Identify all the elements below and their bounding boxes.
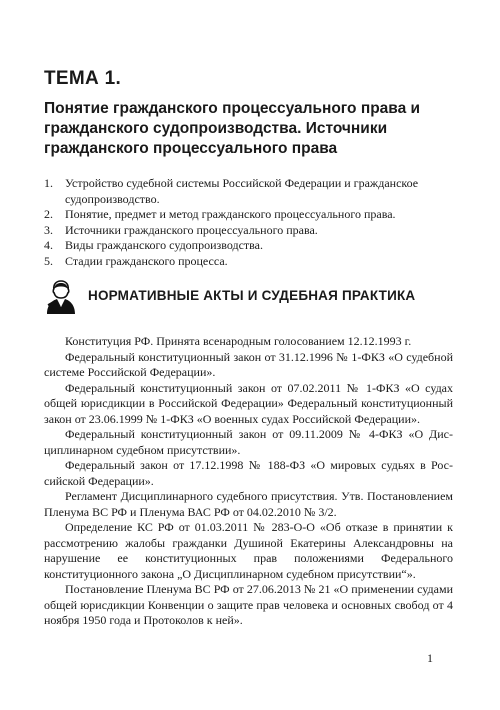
topic-text: Источники гражданского процессуального права. <box>65 222 318 237</box>
topic-item <box>44 207 464 223</box>
page-number: 1 <box>427 651 433 665</box>
section-title: НОРМАТИВНЫЕ АКТЫ И СУДЕБНАЯ ПРАКТИКА <box>88 288 416 303</box>
topic-text: Понятие, предмет и метод гражданского процессуального права. <box>65 207 396 221</box>
topic-item <box>44 176 464 207</box>
legal-act-item: Федеральный конституционный закон от 09.11.2009 № 4-ФКЗ «О Дисциплинарном судебном присутствии». <box>44 427 453 457</box>
theme-subtitle: Понятие гражданского процессуального права и гражданского судопроизводства. Источники гражданского процессуального права <box>44 100 421 157</box>
topic-number: 5. <box>44 253 53 268</box>
legal-act-item: Федеральный конституционный закон от 31.12.1996 № 1-ФКЗ «О судебной системе Российской Федерации». <box>44 349 453 379</box>
section-header <box>44 278 464 316</box>
topic-number: 4. <box>44 238 53 252</box>
topic-item <box>44 238 464 254</box>
topic-text: Устройство судебной системы Российской Федерации и гражданское судопроизводство. <box>65 176 419 206</box>
topic-number: 3. <box>44 222 53 237</box>
theme-title: ТЕМА 1. <box>44 68 122 89</box>
topic-number: 2. <box>44 207 53 221</box>
topic-item <box>44 254 464 270</box>
legal-act-item: Федеральный конституционный закон от 07.02.2011 № 1-ФКЗ «О судах общей юрисдикции в Российской Федерации» Федеральный конституционный закон от 23.06.1999 № 1-ФКЗ «О военных судах Российской Федерации». <box>44 380 453 426</box>
legal-act-item: Определение КС РФ от 01.03.2011 № 283-О-О «Об отказе в принятии к рассмотрению жалобы гражданки Душиной Екатерины Александровны на нарушение ее конституционных прав положениями Федерального конституционного закона „О Дисциплинарном судебном присутствии“». <box>44 520 453 581</box>
topic-number: 1. <box>44 176 53 190</box>
legal-act-item: Федеральный закон от 17.12.1998 № 188-ФЗ «О мировых судьях в Российской Федерации». <box>44 458 453 488</box>
legal-acts-list <box>44 334 453 629</box>
legal-act-item: Регламент Дисциплинарного судебного присутствия. Утв. Постановлением Пленума ВС РФ и Пленума ВАС РФ от 04.02.2010 № 3/2. <box>44 489 453 519</box>
topic-list <box>44 176 464 269</box>
judge-icon <box>44 278 78 314</box>
legal-act-item: Конституция РФ. Принята всенародным голосованием 12.12.1993 г. <box>65 334 412 348</box>
legal-act-item: Постановление Пленума ВС РФ от 27.06.2013 № 21 «О применении судами общей юрисдикции Конвенции о защите прав человека и основных свобод от 4 ноября 1950 года и Протоколов к ней». <box>44 582 453 627</box>
topic-item <box>44 223 464 239</box>
topic-text: Стадии гражданского процесса. <box>65 253 228 268</box>
topic-text: Виды гражданского судопроизводства. <box>65 238 264 252</box>
